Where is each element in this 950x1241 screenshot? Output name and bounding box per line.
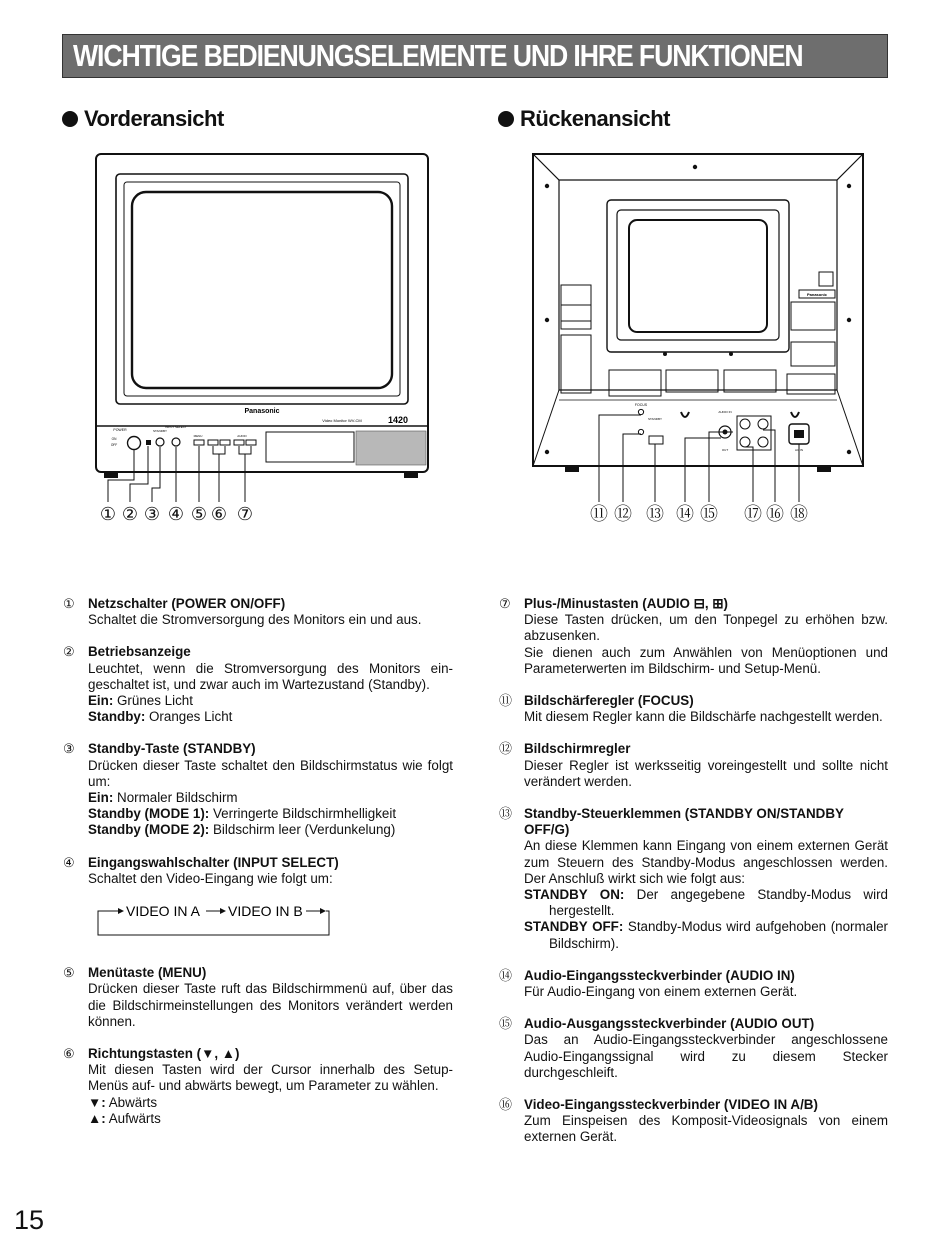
callout-16: ⑯ (766, 504, 784, 524)
front-brand-logo: Panasonic (244, 408, 280, 415)
rear-view-diagram (525, 150, 870, 530)
callout-18: ⑱ (790, 504, 808, 524)
svg-text:AUDIO IN: AUDIO IN (718, 410, 732, 414)
svg-text:POWER: POWER (113, 428, 127, 432)
callout-6: ⑥ (210, 504, 228, 524)
callout-3: ③ (143, 504, 161, 524)
item-indicator: ② Betriebsanzeige Leuchtet, wenn die Stromversorgung des Monitors ein-geschaltet ist, und zwar auch im Wartezustand (Standby). Ein: Grünes Licht Standby: Oranges Licht (63, 644, 453, 725)
svg-text:INPUT SELECT: INPUT SELECT (165, 425, 187, 429)
bullet-icon (62, 111, 78, 127)
item-audio-in: ⑭ Audio-Eingangssteckverbinder (AUDIO IN) Für Audio-Eingang von einem externen Gerät. (499, 967, 798, 1000)
bullet-icon (498, 111, 514, 127)
callout-7: ⑦ (236, 504, 254, 524)
callout-5: ⑤ (190, 504, 208, 524)
svg-text:STANDBY: STANDBY (153, 429, 167, 433)
callout-12: ⑫ (614, 504, 632, 524)
svg-text:OFF: OFF (110, 443, 118, 447)
item-menu: ⑤ Menütaste (MENU) Drücken dieser Taste ruft das Bildschirmmenü auf, über das die Bildschirmeinstellungen des Monitors verändert werden können. (63, 965, 453, 1029)
callout-4: ④ (167, 504, 185, 524)
svg-text:ON: ON (111, 437, 117, 441)
front-view-diagram (90, 150, 435, 530)
right-column (499, 596, 888, 1162)
svg-text:VIDEO IN B: VIDEO IN B (228, 903, 303, 920)
svg-text:VIDEO IN A: VIDEO IN A (126, 903, 200, 920)
item-screen-control: ⑫ Bildschirmregler Dieser Regler ist werksseitig voreingestellt und sollte nicht verändert werden. (499, 741, 888, 789)
item-standby-terminals: ⑬ Standby-Steuerklemmen (STANDBY ON/STANDBY OFF/G) An diese Klemmen kann Eingang von einem externen Gerät zum Steuern des Standby-Modus angeschlossen werden. Der Anschluß wirkt sich wie folgt aus: STANDBY ON: Der angegebene Standby-Modus wird hergestellt. STANDBY OFF: Standby-Modus wird aufgehoben (normaler Bildschirm). (499, 806, 888, 951)
left-column (63, 596, 453, 1143)
svg-text:FOCUS: FOCUS (634, 403, 648, 407)
callout-1: ① (99, 504, 117, 524)
callout-17: ⑰ (744, 504, 762, 524)
callout-11: ⑪ (590, 504, 608, 524)
callout-14: ⑭ (676, 504, 694, 524)
item-direction-keys: ⑥ Richtungstasten (▼, ▲) Mit diesen Tasten wird der Cursor innerhalb des Setup-Menüs auf- und abwärts bewegt, um Parameter zu wählen. ▼: Abwärts ▲: Aufwärts (63, 1046, 453, 1126)
input-sequence-diagram (94, 899, 334, 939)
rear-view-heading (498, 106, 670, 132)
front-view-title: Vorderansicht (84, 106, 224, 131)
item-input-select: ④ Eingangswahlschalter (INPUT SELECT) Schaltet den Video-Eingang wie folgt um: VIDEO IN A VIDEO IN B (63, 855, 453, 966)
page-number: 15 (14, 1205, 45, 1235)
callout-13: ⑬ (646, 504, 664, 524)
callout-2: ② (121, 504, 139, 524)
rear-view-title: Rückenansicht (520, 106, 670, 131)
svg-text:OUT: OUT (721, 448, 729, 452)
item-audio-keys: ⑦ Plus-/Minustasten (AUDIO ⊟, ⊞) Diese Tasten drücken, um den Tonpegel zu erhöhen bzw. abzusenken. Sie dienen auch zum Anwählen von Menüoptionen und Parameterwerten im Bildschirm- und Setup-Menü. (499, 596, 888, 676)
item-focus: ⑪ Bildschärferegler (FOCUS) Mit diesem Regler kann die Bildschärfe nachgestellt werden. (499, 693, 883, 725)
page-heading-banner (62, 34, 888, 78)
item-power: ① Netzschalter (POWER ON/OFF) Schaltet die Stromversorgung des Monitors ein und aus. (63, 596, 422, 628)
item-standby: ③ Standby-Taste (STANDBY) Drücken dieser Taste schaltet den Bildschirmstatus wie folgt um: Ein: Normaler Bildschirm Standby (MODE 1): Verringerte Bildschirmhelligkeit Standby (MODE 2): Bildschirm leer (Verdunkelung) (63, 741, 453, 838)
svg-text:AC IN: AC IN (794, 448, 804, 452)
svg-text:AUDIO: AUDIO (237, 434, 247, 438)
svg-text:1420: 1420 (387, 415, 409, 425)
page-heading: WICHTIGE BEDIENUNGSELEMENTE UND IHRE FUNKTIONEN (73, 38, 803, 73)
rear-brand-logo: Panasonic (806, 292, 828, 297)
callout-15: ⑮ (700, 504, 718, 524)
item-audio-out: ⑮ Audio-Ausgangssteckverbinder (AUDIO OUT) Das an Audio-Eingangssteckverbinder angeschlossene Audio-Eingangssignal wird zu diesem Stecker durchgeschleift. (499, 1016, 888, 1080)
svg-text:Video Monitor WV-CM: Video Monitor WV-CM (322, 418, 362, 423)
svg-text:MENU: MENU (193, 434, 203, 438)
front-view-heading (62, 106, 224, 132)
svg-text:STANDBY: STANDBY (648, 417, 662, 421)
item-video-in: ⑯ Video-Eingangssteckverbinder (VIDEO IN A/B) Zum Einspeisen des Komposit-Videosignals von einem externen Gerät. (499, 1097, 888, 1145)
